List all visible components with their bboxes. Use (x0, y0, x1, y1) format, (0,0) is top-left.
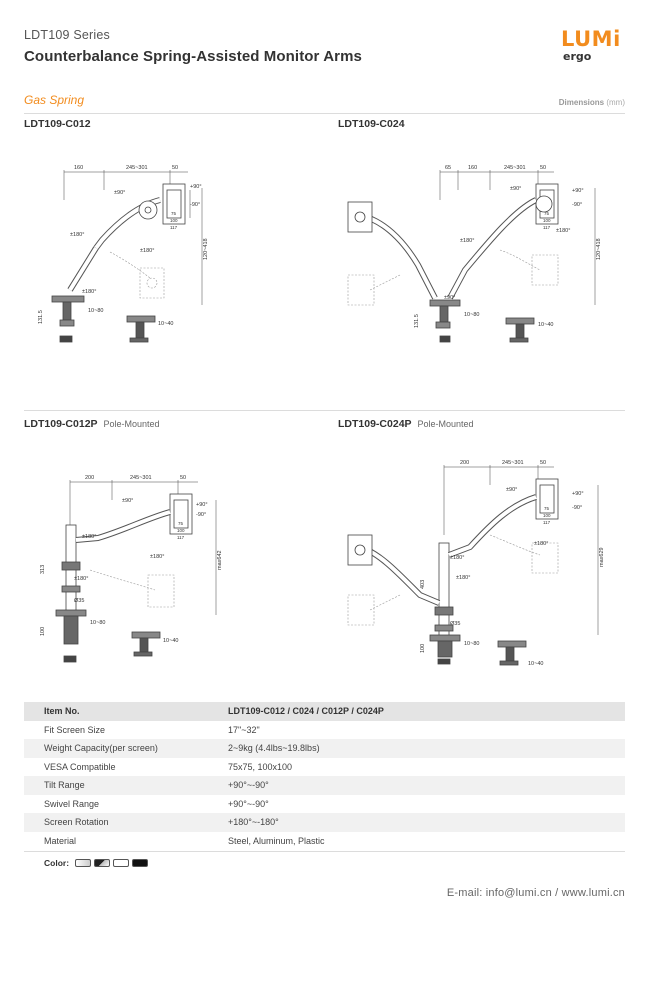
table-row (24, 721, 625, 740)
color-label: Color: (44, 858, 70, 868)
vesa-c024-117: 117 (543, 225, 551, 230)
spec-header-key: Item No. (44, 706, 80, 717)
dim-c024-clamp-grommet: 10~40 (538, 322, 554, 328)
label-c024-swivel-up: +90° (572, 188, 584, 194)
label-c012-swivel-down: -90° (190, 202, 201, 208)
label-c024p-swivel-up: +90° (572, 491, 584, 497)
dim-c024p-offset: 50 (540, 460, 547, 466)
diagram-c012p (30, 470, 230, 670)
spec-value: +180°~-180° (228, 817, 279, 828)
dim-c024-clamp: 10~80 (464, 312, 480, 318)
label-c012p-swivel-up: +90° (196, 502, 208, 508)
spec-value: Steel, Aluminum, Plastic (228, 835, 325, 846)
dim-c012-arm: 245~301 (126, 165, 148, 171)
dim-c024p-pole-base: 100 (420, 643, 426, 653)
dim-c024-reach: 160 (468, 165, 478, 171)
dim-c012-clamp: 10~80 (88, 308, 104, 314)
label-c012p-swivel-down: -90° (196, 512, 207, 518)
color-swatch-white (113, 859, 129, 867)
color-swatch-black-silver (94, 859, 110, 867)
label-c024-rotation: ±180° (460, 238, 475, 244)
label-c012-swivel-up: +90° (190, 184, 202, 190)
dim-c024p-clamp: 10~80 (464, 641, 480, 647)
row-divider (24, 410, 625, 411)
label-c024p-base: ±180° (456, 575, 471, 581)
dim-c024-gap: 65 (445, 165, 452, 171)
dim-c012-pole: 131.5 (38, 310, 44, 324)
label-c012p-rotation: ±180° (82, 534, 97, 540)
contact-footer: E-mail: info@lumi.cn / www.lumi.cn (446, 887, 625, 899)
dim-c012p-pole: 313 (40, 564, 46, 574)
model-title-c024: LDT109-C024 (338, 118, 405, 130)
color-swatch-black (132, 859, 148, 867)
label-c024-tilt: ±90° (510, 186, 522, 192)
vesa-c012p-75: 75 (178, 521, 184, 526)
label-c024-swivel-down: -90° (572, 202, 583, 208)
dimensions-note: Dimensions (mm) (558, 98, 625, 107)
vesa-c024p-75: 75 (544, 506, 550, 511)
dim-c012p-offset: 50 (180, 475, 187, 481)
label-c012p-tilt: ±90° (122, 498, 134, 504)
label-c024p-rotation: ±180° (450, 555, 465, 561)
spec-value: 2~9kg (4.4lbs~19.8lbs) (228, 743, 320, 754)
label-c024p-swivel-down: -90° (572, 505, 583, 511)
dim-c024p-pole: 403 (420, 579, 426, 589)
label-c024p-rotation-2: ±180° (534, 541, 549, 547)
spec-value: 75x75, 100x100 (228, 761, 293, 772)
table-row (24, 776, 625, 795)
spec-table (24, 702, 625, 850)
diagram-c024 (340, 160, 610, 350)
spec-value: +90°~-90° (228, 798, 269, 809)
spec-key: Swivel Range (44, 798, 100, 809)
table-row (24, 832, 625, 851)
table-divider (24, 851, 625, 852)
section-divider (24, 113, 625, 114)
table-row (24, 813, 625, 832)
spec-header-row (24, 702, 625, 721)
logo-wordmark: LUMi (561, 27, 621, 51)
spec-header-value: LDT109-C012 / C024 / C012P / C024P (228, 706, 384, 717)
table-row (24, 739, 625, 758)
dim-c024p-reach: 200 (460, 460, 470, 466)
dim-c012p-height: max642 (217, 550, 223, 570)
vesa-c024p-117: 117 (543, 520, 551, 525)
diagram-c024p (340, 455, 610, 670)
label-c024-base: ±90° (444, 295, 456, 301)
dim-c024p-arm: 245~301 (502, 460, 524, 466)
series-name: LDT109 Series (24, 28, 110, 42)
vesa-c024-100: 100 (543, 218, 551, 223)
model-title-c024p: LDT109-C024P Pole-Mounted (338, 418, 474, 430)
diagram-c012 (30, 160, 220, 350)
dim-c012-offset: 50 (172, 165, 179, 171)
spec-value: +90°~-90° (228, 780, 269, 791)
spec-key: Material (44, 835, 77, 846)
vesa-c012-100: 100 (170, 218, 178, 223)
dim-c012p-clamp-grommet: 10~40 (163, 638, 179, 644)
label-c012p-rotation-2: ±180° (150, 554, 165, 560)
spec-value: 17"~32" (228, 724, 260, 735)
dim-c024-offset: 50 (540, 165, 547, 171)
spec-key: Screen Rotation (44, 817, 109, 828)
dim-c012-reach: 160 (74, 165, 84, 171)
dim-c012p-clamp: 10~80 (90, 620, 106, 626)
dim-c024-arm: 245~301 (504, 165, 526, 171)
spec-key: Weight Capacity(per screen) (44, 743, 158, 754)
vesa-c024p-100: 100 (543, 513, 551, 518)
label-c012-base: ±180° (82, 289, 97, 295)
header (24, 28, 362, 65)
vesa-c024-75: 75 (544, 211, 550, 216)
dim-c012p-diameter: Ø35 (74, 598, 85, 604)
page-title: Counterbalance Spring-Assisted Monitor Arms (24, 48, 362, 65)
label-c012-tilt: ±90° (114, 190, 126, 196)
label-c012-rotation-2: ±180° (140, 248, 155, 254)
model-title-c012: LDT109-C012 (24, 118, 91, 130)
spec-key: VESA Compatible (44, 761, 116, 772)
label-c024-rotation-2: ±180° (556, 228, 571, 234)
dim-c012p-reach: 200 (85, 475, 95, 481)
label-c012p-base: ±180° (74, 576, 89, 582)
dim-c024p-diameter: Ø35 (450, 621, 461, 627)
color-swatch-silver (75, 859, 91, 867)
table-row (24, 795, 625, 814)
label-c012-rotation: ±180° (70, 232, 85, 238)
table-row (24, 758, 625, 777)
label-c024p-tilt: ±90° (506, 487, 518, 493)
dim-c024p-clamp-grommet: 10~40 (528, 661, 544, 667)
model-title-c012p: LDT109-C012P Pole-Mounted (24, 418, 160, 430)
brand-logo (561, 28, 623, 64)
section-label: Gas Spring (24, 93, 85, 107)
vesa-c012p-100: 100 (177, 528, 185, 533)
vesa-c012p-117: 117 (177, 535, 185, 540)
logo-subtext: ergo (563, 50, 592, 63)
dim-c012-clamp-grommet: 10~40 (158, 321, 174, 327)
color-options (44, 858, 148, 868)
dim-c012p-pole-base: 100 (40, 626, 46, 636)
spec-key: Fit Screen Size (44, 724, 106, 735)
dim-c012p-arm: 245~301 (130, 475, 152, 481)
spec-key: Tilt Range (44, 780, 85, 791)
dim-c024p-height: max629 (599, 547, 605, 567)
vesa-c012-75: 75 (171, 211, 177, 216)
dim-c024-pole: 131.5 (414, 314, 420, 328)
vesa-c012-117: 117 (170, 225, 178, 230)
dim-c024-height: 120~418 (596, 238, 602, 260)
dim-c012-height: 120~418 (203, 238, 209, 260)
